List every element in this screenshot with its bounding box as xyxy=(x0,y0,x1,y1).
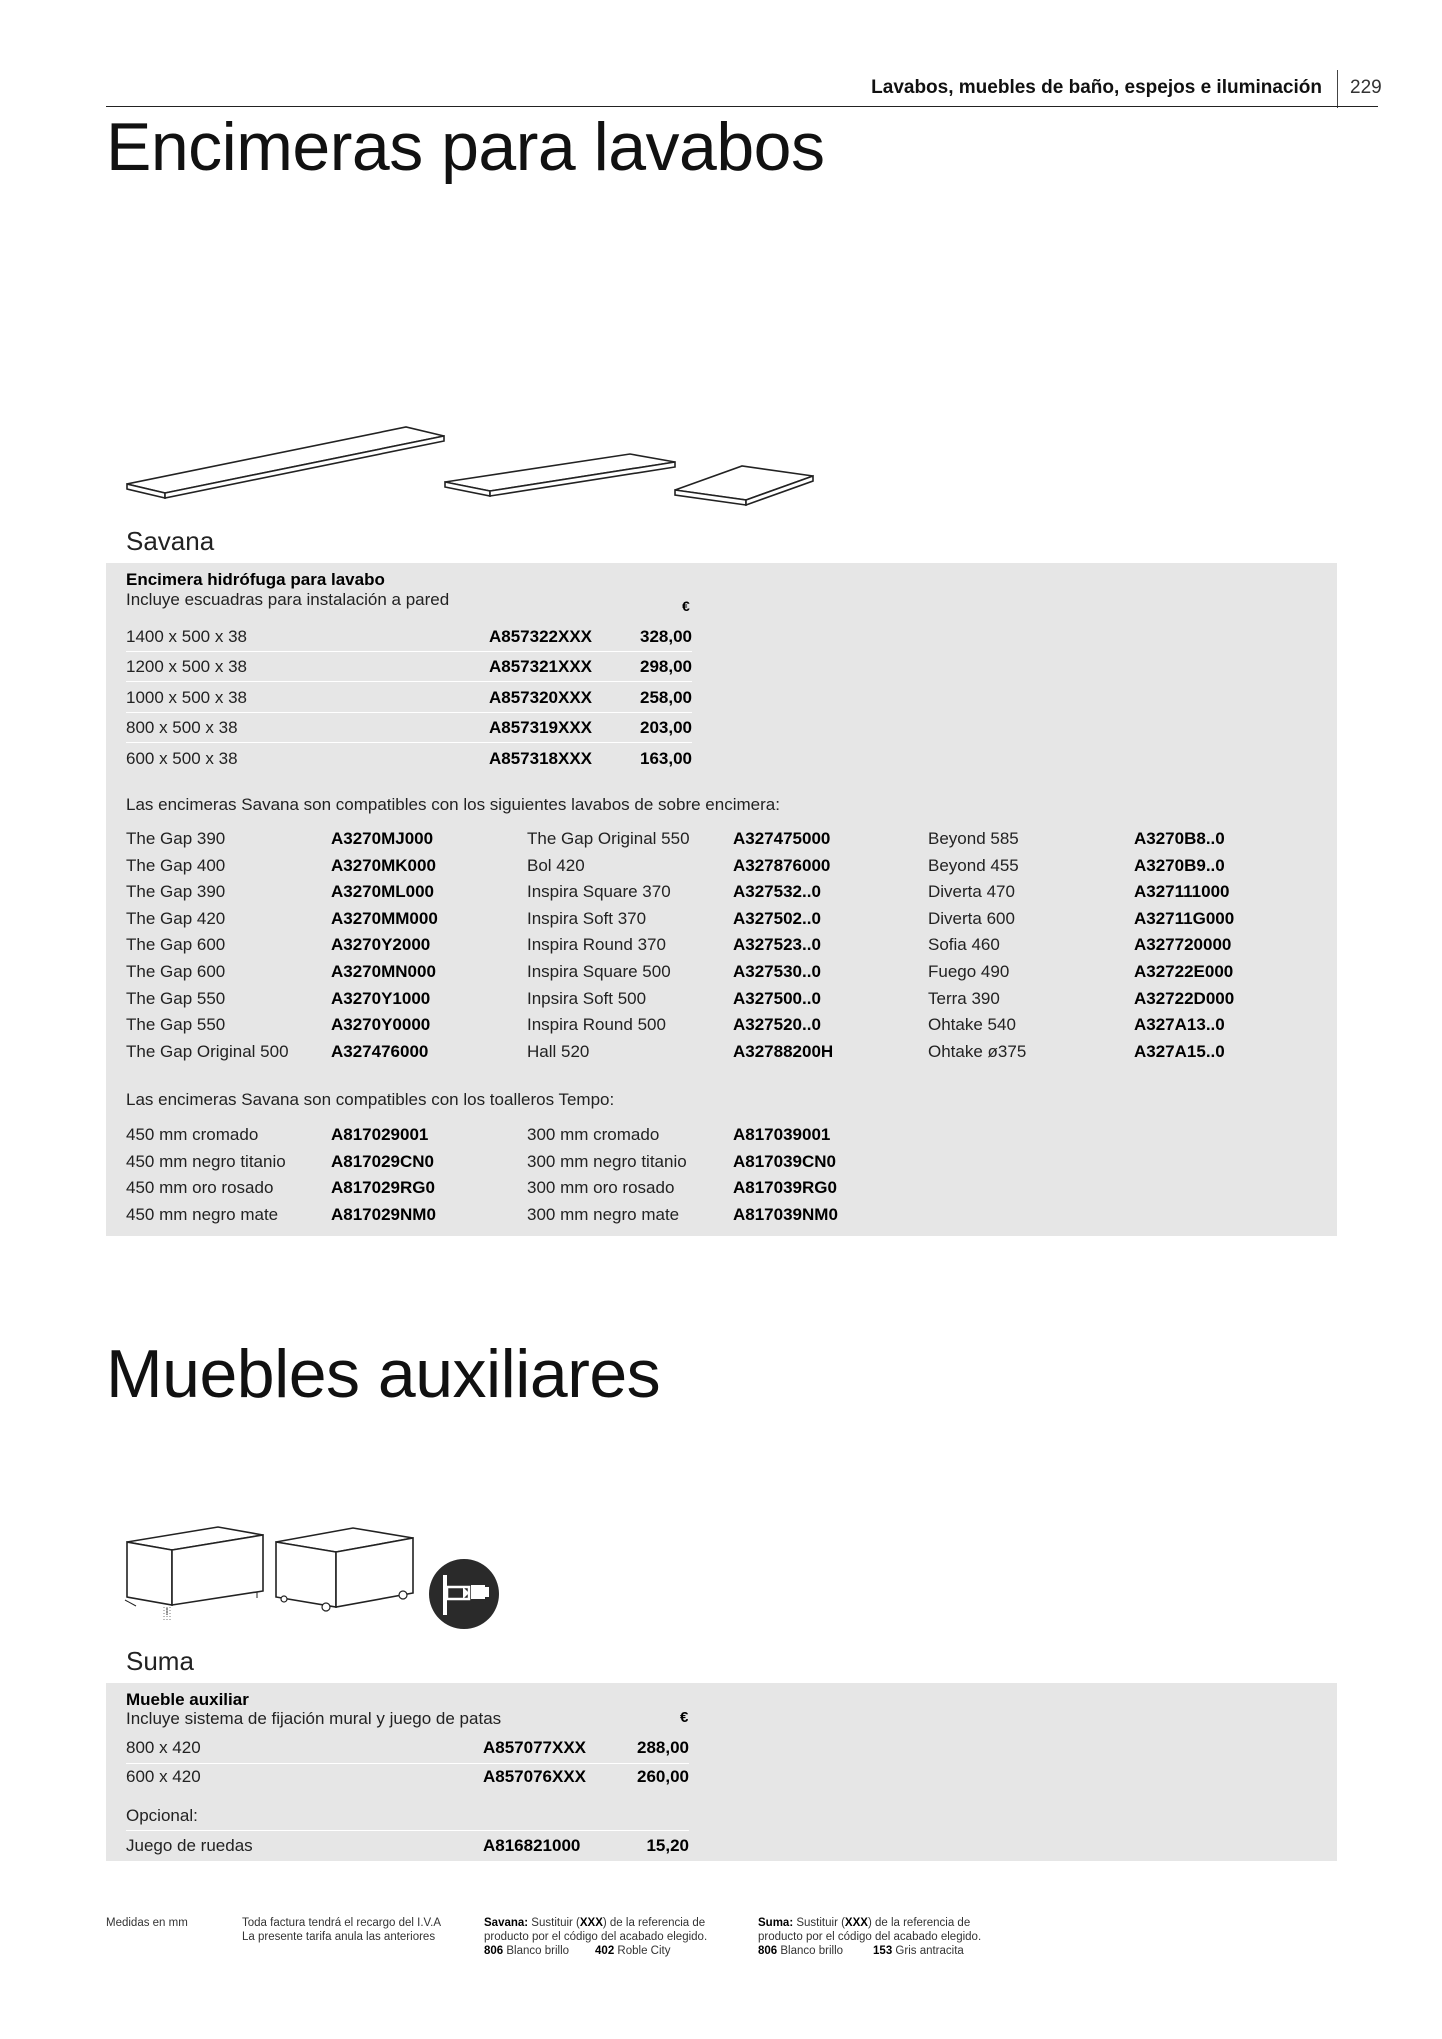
footer-savana-text-a: Sustituir ( xyxy=(528,1917,580,1929)
sink-reference: A327502..0 xyxy=(733,908,821,928)
towel-name: 450 mm cromado xyxy=(126,1125,259,1144)
optional-row-size: Juego de ruedas xyxy=(126,1836,253,1855)
sink-name: Fuego 490 xyxy=(928,962,1010,981)
sink-name: The Gap 400 xyxy=(126,855,226,875)
sink-reference: A32722E000 xyxy=(1134,962,1234,981)
footer-suma-text-b: ) de la referencia de xyxy=(867,1917,971,1929)
footer-savana-code: XXX xyxy=(579,1917,603,1929)
suma-currency-symbol: € xyxy=(680,1709,689,1726)
footer-suma-text-a: Sustituir ( xyxy=(793,1917,845,1929)
footer-units: Medidas en mm xyxy=(106,1917,188,1929)
row-reference: A857076XXX xyxy=(483,1767,587,1786)
towel-name: 450 mm negro mate xyxy=(126,1204,279,1224)
sink-name: Inspira Soft 370 xyxy=(527,908,647,928)
row-reference: A857319XXX xyxy=(489,718,593,737)
optional-row-price: 15,20 xyxy=(646,1836,689,1855)
row-price: 258,00 xyxy=(640,688,692,707)
row-reference: A857318XXX xyxy=(489,749,593,768)
sink-name: The Gap 550 xyxy=(126,1015,226,1035)
towel-reference: A817039CN0 xyxy=(733,1151,837,1171)
sink-reference: A327523..0 xyxy=(733,935,821,955)
row-reference: A857320XXX xyxy=(489,688,593,707)
sink-reference: A3270MM000 xyxy=(331,908,438,928)
towel-name: 300 mm negro mate xyxy=(527,1204,680,1224)
row-reference: A857077XXX xyxy=(483,1738,587,1757)
sink-name: The Gap Original 550 xyxy=(527,829,690,848)
sink-name: Ohtake ø375 xyxy=(928,1041,1027,1061)
row-price: 163,00 xyxy=(640,749,692,768)
sink-name: Sofia 460 xyxy=(928,935,1000,955)
optional-row-reference: A816821000 xyxy=(483,1836,581,1855)
towel-reference: A817029001 xyxy=(331,1125,429,1144)
compat-sinks-text: Las encimeras Savana son compatibles con los siguientes lavabos de sobre encimera: xyxy=(126,795,780,814)
towel-name: 300 mm oro rosado xyxy=(527,1178,675,1197)
sink-reference: A3270Y2000 xyxy=(331,935,431,955)
footer-tax-line1: Toda factura tendrá el recargo del I.V.A xyxy=(242,1917,442,1929)
section-title-encimeras: Encimeras para lavabos xyxy=(106,109,825,185)
sink-reference: A3270MK000 xyxy=(331,855,436,875)
suma-description-subtitle: Incluye sistema de fijación mural y juego de patas xyxy=(126,1709,502,1728)
sink-reference: A32788200H xyxy=(733,1041,834,1061)
footer-suma-finish1-name: Blanco brillo xyxy=(777,1945,844,1957)
footer-savana-finish1-code: 806 xyxy=(484,1945,504,1957)
countertop-illustration xyxy=(120,420,820,520)
footer-suma-finish2-name: Gris antracita xyxy=(892,1945,964,1957)
page-number: 229 xyxy=(1350,77,1382,98)
sink-name: The Gap 390 xyxy=(126,882,226,902)
sink-reference: A327500..0 xyxy=(733,988,821,1008)
towel-reference: A817029CN0 xyxy=(331,1151,435,1171)
header-section-title: Lavabos, muebles de baño, espejos e iluminación xyxy=(871,77,1322,98)
savana-description-subtitle: Incluye escuadras para instalación a pared xyxy=(126,590,450,609)
sink-reference: A327520..0 xyxy=(733,1015,821,1035)
savana-description-title: Encimera hidrófuga para lavabo xyxy=(126,570,385,589)
sink-name: Inspira Round 370 xyxy=(527,935,666,955)
row-size: 1000 x 500 x 38 xyxy=(126,688,247,707)
footer-suma-finish1-code: 806 xyxy=(758,1945,778,1957)
footer-suma-label: Suma: xyxy=(758,1917,794,1929)
sink-name: The Gap Original 500 xyxy=(126,1041,289,1061)
towel-reference: A817029RG0 xyxy=(331,1178,435,1197)
sink-name: Beyond 585 xyxy=(928,829,1019,848)
sink-name: Beyond 455 xyxy=(928,855,1019,875)
sink-reference: A327530..0 xyxy=(733,962,821,981)
sink-reference: A327532..0 xyxy=(733,882,821,902)
sink-name: The Gap 550 xyxy=(126,988,226,1008)
wall-mount-icon xyxy=(427,1557,501,1631)
sink-name: Diverta 600 xyxy=(928,908,1015,928)
footer-suma-code: XXX xyxy=(844,1917,868,1929)
sink-reference: A3270MJ000 xyxy=(331,829,434,848)
towel-name: 300 mm negro titanio xyxy=(527,1151,687,1171)
row-divider xyxy=(126,742,692,743)
sink-name: The Gap 390 xyxy=(126,829,226,848)
footer-savana-label: Savana: xyxy=(484,1917,529,1929)
footer-savana-text-b: ) de la referencia de xyxy=(602,1917,706,1929)
sink-reference: A327475000 xyxy=(733,829,831,848)
product-name-suma: Suma xyxy=(126,1646,194,1676)
sink-name: The Gap 420 xyxy=(126,908,226,928)
row-price: 298,00 xyxy=(640,657,692,676)
row-price: 328,00 xyxy=(640,627,692,646)
row-price: 260,00 xyxy=(637,1767,689,1786)
towel-reference: A817039NM0 xyxy=(733,1204,838,1224)
sink-name: Inspira Round 500 xyxy=(527,1015,666,1035)
row-divider xyxy=(126,681,692,682)
sink-reference: A327A15..0 xyxy=(1134,1041,1225,1061)
row-reference: A857322XXX xyxy=(489,627,593,646)
row-divider xyxy=(126,712,692,713)
footer-savana-finish2-code: 402 xyxy=(595,1945,615,1957)
sink-name: Hall 520 xyxy=(527,1041,590,1061)
header-separator xyxy=(1337,70,1338,108)
header-rule xyxy=(106,106,1378,107)
towel-name: 450 mm oro rosado xyxy=(126,1178,274,1197)
sink-reference: A327476000 xyxy=(331,1041,429,1061)
sink-name: Terra 390 xyxy=(928,988,1000,1008)
sink-name: Inpsira Soft 500 xyxy=(527,988,647,1008)
footer-savana-line2: producto por el código del acabado elegido. xyxy=(484,1931,708,1943)
sink-name: Bol 420 xyxy=(527,855,585,875)
sink-reference: A3270Y0000 xyxy=(331,1015,431,1035)
row-price: 288,00 xyxy=(637,1738,689,1757)
sink-reference: A327A13..0 xyxy=(1134,1015,1225,1035)
footer-savana-note xyxy=(484,1916,707,1958)
sink-reference: A327720000 xyxy=(1134,935,1232,955)
sink-reference: A3270B9..0 xyxy=(1134,855,1225,875)
row-size: 800 x 420 xyxy=(126,1738,201,1757)
sink-name: Inspira Square 500 xyxy=(527,962,671,981)
sink-reference: A327876000 xyxy=(733,855,831,875)
row-divider xyxy=(126,1763,689,1764)
sink-reference: A3270MN000 xyxy=(331,962,436,981)
sink-name: Ohtake 540 xyxy=(928,1015,1016,1035)
row-size: 600 x 420 xyxy=(126,1767,201,1786)
towel-reference: A817029NM0 xyxy=(331,1204,436,1224)
sink-reference: A327111000 xyxy=(1134,882,1230,902)
row-size: 600 x 500 x 38 xyxy=(126,749,238,768)
row-reference: A857321XXX xyxy=(489,657,593,676)
sink-name: The Gap 600 xyxy=(126,962,226,981)
footer-suma-finish2-code: 153 xyxy=(873,1945,893,1957)
towel-reference: A817039001 xyxy=(733,1125,831,1144)
suma-description-title: Mueble auxiliar xyxy=(126,1690,249,1709)
towel-reference: A817039RG0 xyxy=(733,1178,837,1197)
row-price: 203,00 xyxy=(640,718,692,737)
sink-reference: A3270B8..0 xyxy=(1134,829,1225,848)
row-size: 1400 x 500 x 38 xyxy=(126,627,247,646)
footer-suma-note xyxy=(758,1916,981,1958)
towel-name: 450 mm negro titanio xyxy=(126,1151,286,1171)
row-divider xyxy=(126,1830,689,1831)
towel-name: 300 mm cromado xyxy=(527,1125,660,1144)
sink-name: Diverta 470 xyxy=(928,882,1015,902)
row-size: 800 x 500 x 38 xyxy=(126,718,238,737)
footer-suma-line2: producto por el código del acabado elegido. xyxy=(758,1931,982,1943)
footer-tax-note xyxy=(242,1916,441,1944)
sink-reference: A32722D000 xyxy=(1134,988,1235,1008)
footer-savana-finish1-name: Blanco brillo xyxy=(503,1945,570,1957)
sink-reference: A3270ML000 xyxy=(331,882,435,902)
row-size: 1200 x 500 x 38 xyxy=(126,657,247,676)
row-divider xyxy=(126,651,692,652)
sink-name: Inspira Square 370 xyxy=(527,882,671,902)
sink-reference: A32711G000 xyxy=(1134,908,1235,928)
sink-name: The Gap 600 xyxy=(126,935,226,955)
sink-reference: A3270Y1000 xyxy=(331,988,431,1008)
section-title-muebles: Muebles auxiliares xyxy=(106,1336,661,1412)
compat-towel-text: Las encimeras Savana son compatibles con los toalleros Tempo: xyxy=(126,1090,615,1109)
currency-symbol: € xyxy=(682,598,690,614)
optional-label: Opcional: xyxy=(126,1806,198,1825)
product-name-savana: Savana xyxy=(126,526,215,556)
footer-tax-line2: La presente tarifa anula las anteriores xyxy=(242,1931,436,1943)
footer-savana-finish2-name: Roble City xyxy=(614,1945,671,1957)
